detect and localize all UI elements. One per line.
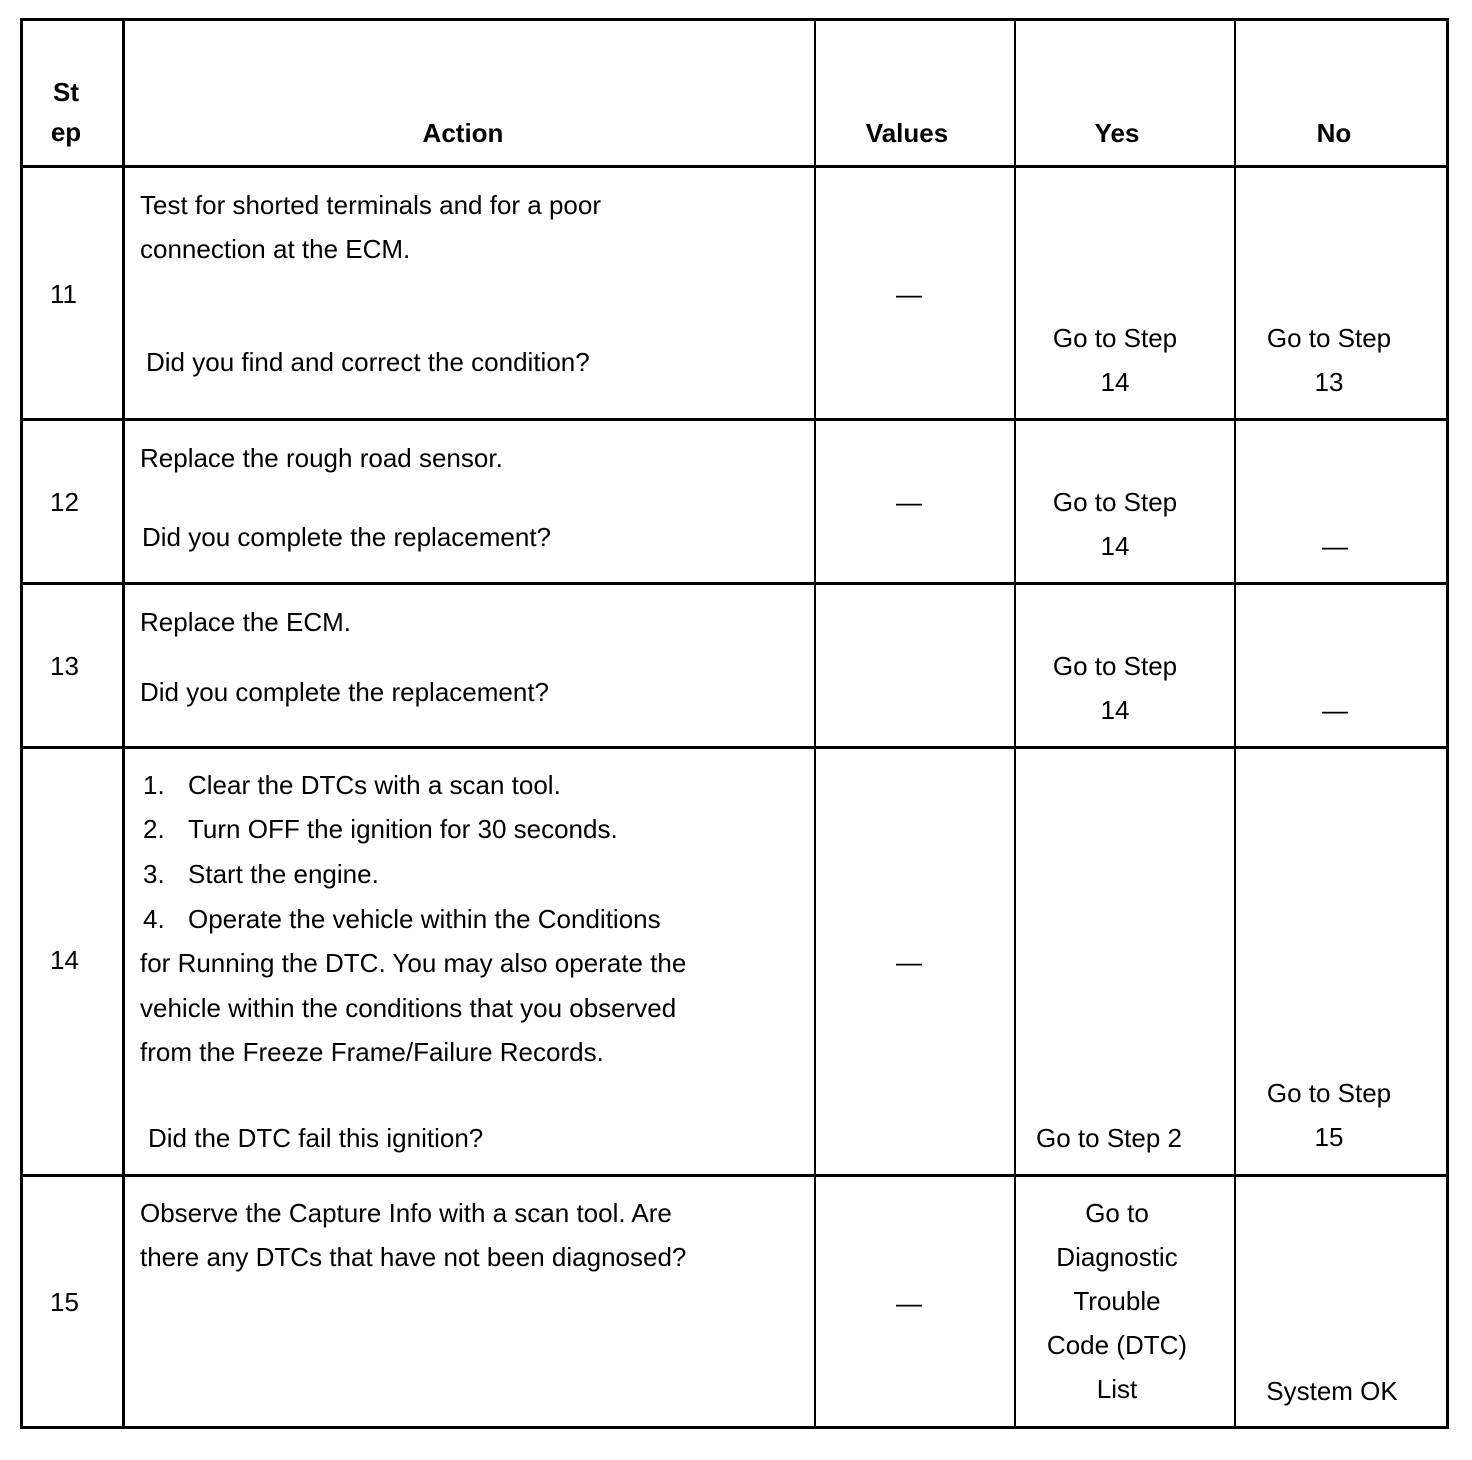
list-number: 2.	[143, 814, 165, 844]
no-cell: —	[1322, 531, 1348, 561]
list-number: 4.	[143, 904, 165, 934]
list-item: Clear the DTCs with a scan tool.	[188, 770, 561, 800]
list-item: Start the engine.	[188, 859, 379, 889]
yes-cell: Go to Step 2	[1036, 1123, 1182, 1153]
action-text: Test for shorted terminals and for a poor	[140, 190, 602, 220]
action-text: there any DTCs that have not been diagnosed?	[140, 1242, 687, 1272]
no-cell: Go to Step 15	[1266, 1078, 1392, 1152]
yes-cell: Go to Diagnostic Trouble Code (DTC) List	[1046, 1198, 1188, 1404]
table-border-right	[1446, 18, 1449, 1429]
column-divider	[814, 18, 816, 1429]
action-text: connection at the ECM.	[140, 234, 411, 264]
yes-cell: Go to Step 14	[1052, 487, 1178, 561]
action-text: from the Freeze Frame/Failure Records.	[140, 1037, 604, 1067]
column-divider	[122, 18, 125, 1429]
step-number: 15	[50, 1287, 79, 1317]
action-question: Did you complete the replacement?	[140, 677, 550, 707]
values-cell: —	[896, 487, 922, 517]
values-cell: —	[896, 279, 922, 309]
header-action: Action	[422, 118, 504, 148]
list-item: Turn OFF the ignition for 30 seconds.	[188, 814, 618, 844]
header-yes: Yes	[1094, 118, 1140, 148]
step-number: 11	[50, 279, 77, 309]
header-no: No	[1316, 118, 1352, 148]
no-cell: —	[1322, 695, 1348, 725]
values-cell: —	[896, 1288, 922, 1318]
action-question: Did you find and correct the condition?	[146, 347, 590, 377]
yes-cell: Go to Step 14	[1052, 651, 1178, 725]
action-text: vehicle within the conditions that you observed	[140, 993, 677, 1023]
action-text: Observe the Capture Info with a scan tool. Are	[140, 1198, 672, 1228]
action-question: Did you complete the replacement?	[142, 522, 552, 552]
action-text: Replace the rough road sensor.	[140, 443, 503, 473]
list-item: Operate the vehicle within the Conditions	[188, 904, 661, 934]
no-cell: System OK	[1266, 1376, 1398, 1406]
action-text: for Running the DTC. You may also operate the	[140, 948, 687, 978]
yes-cell: Go to Step 14	[1052, 323, 1178, 397]
step-number: 13	[50, 651, 79, 681]
table-border-left	[20, 18, 23, 1429]
list-number: 1.	[143, 770, 165, 800]
list-number: 3.	[143, 859, 165, 889]
header-values: Values	[865, 118, 949, 148]
step-number: 14	[50, 945, 79, 975]
step-number: 12	[50, 487, 79, 517]
action-question: Did the DTC fail this ignition?	[148, 1123, 484, 1153]
no-cell: Go to Step 13	[1266, 323, 1392, 397]
values-cell: —	[896, 947, 922, 977]
action-text: Replace the ECM.	[140, 607, 351, 637]
header-step: St ep	[50, 77, 82, 147]
